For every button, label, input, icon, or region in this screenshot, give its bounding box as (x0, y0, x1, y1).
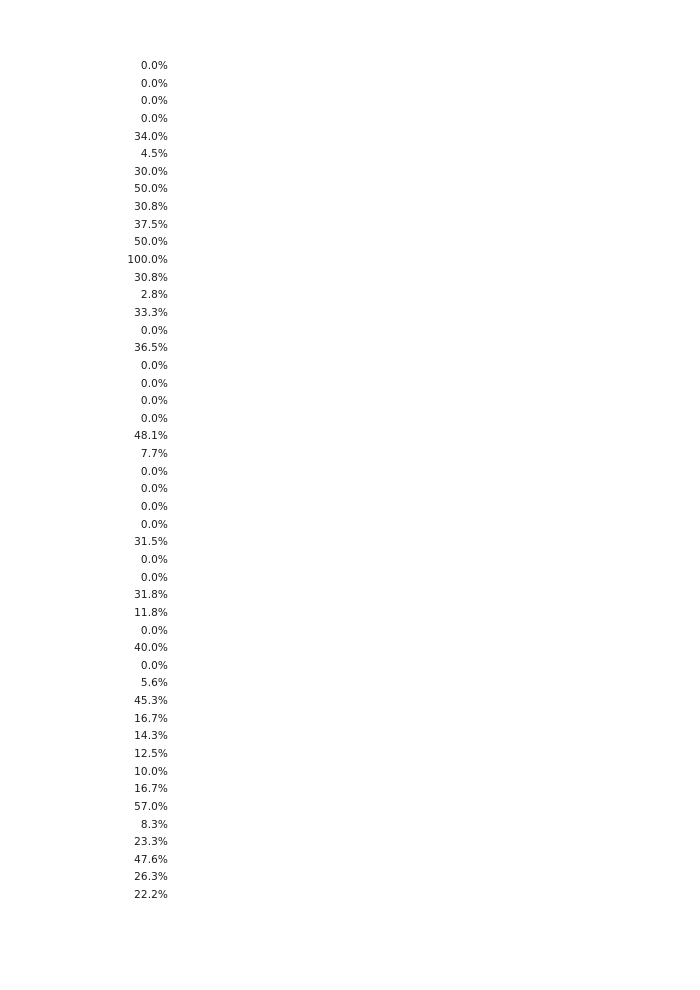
value-cell: 31.8% (134, 589, 168, 602)
value-cell: 0.0% (140, 553, 168, 566)
value-cell: 8.3% (140, 818, 168, 831)
value-cell: 45.3% (134, 695, 168, 708)
value-cell: 47.6% (134, 853, 168, 866)
value-cell: 50.0% (134, 183, 168, 196)
value-cell: 0.0% (140, 412, 168, 425)
value-cell: 30.8% (134, 201, 168, 214)
value-cell: 23.3% (134, 836, 168, 849)
value-cell: 0.0% (140, 77, 168, 90)
value-cell: 0.0% (140, 324, 168, 337)
value-cell: 57.0% (134, 800, 168, 813)
value-cell: 10.0% (134, 765, 168, 778)
value-cell: 11.8% (134, 606, 168, 619)
value-cell: 5.6% (140, 677, 168, 690)
value-cell: 0.0% (140, 465, 168, 478)
value-cell: 26.3% (134, 871, 168, 884)
value-cell: 7.7% (140, 448, 168, 461)
value-cell: 14.3% (134, 730, 168, 743)
value-cell: 36.5% (134, 342, 168, 355)
value-cell: 0.0% (140, 60, 168, 72)
value-cell: 37.5% (134, 218, 168, 231)
value-cell: 2.8% (140, 289, 168, 302)
value-cell: 0.0% (140, 624, 168, 637)
value-cell: 16.7% (134, 783, 168, 796)
value-cell: 100.0% (127, 254, 168, 267)
value-cell: 40.0% (134, 642, 168, 655)
percentage-value-column (96, 58, 168, 905)
value-cell: 16.7% (134, 712, 168, 725)
value-cell: 33.3% (134, 306, 168, 319)
value-cell: 30.8% (134, 271, 168, 284)
value-cell: 22.2% (134, 889, 168, 902)
value-cell: 0.0% (140, 377, 168, 390)
value-cell: 4.5% (140, 148, 168, 161)
value-cell: 0.0% (140, 112, 168, 125)
value-cell: 12.5% (134, 747, 168, 760)
value-cell: 48.1% (134, 430, 168, 443)
value-cell: 31.5% (134, 536, 168, 549)
value-cell: 0.0% (140, 659, 168, 672)
value-cell: 0.0% (140, 95, 168, 108)
value-cell: 0.0% (140, 483, 168, 496)
value-cell: 0.0% (140, 501, 168, 514)
value-cell: 0.0% (140, 359, 168, 372)
value-cell: 50.0% (134, 236, 168, 249)
value-cell: 30.0% (134, 165, 168, 178)
value-cell: 0.0% (140, 395, 168, 408)
value-cell: 34.0% (134, 130, 168, 143)
value-cell: 0.0% (140, 571, 168, 584)
value-cell: 0.0% (140, 518, 168, 531)
